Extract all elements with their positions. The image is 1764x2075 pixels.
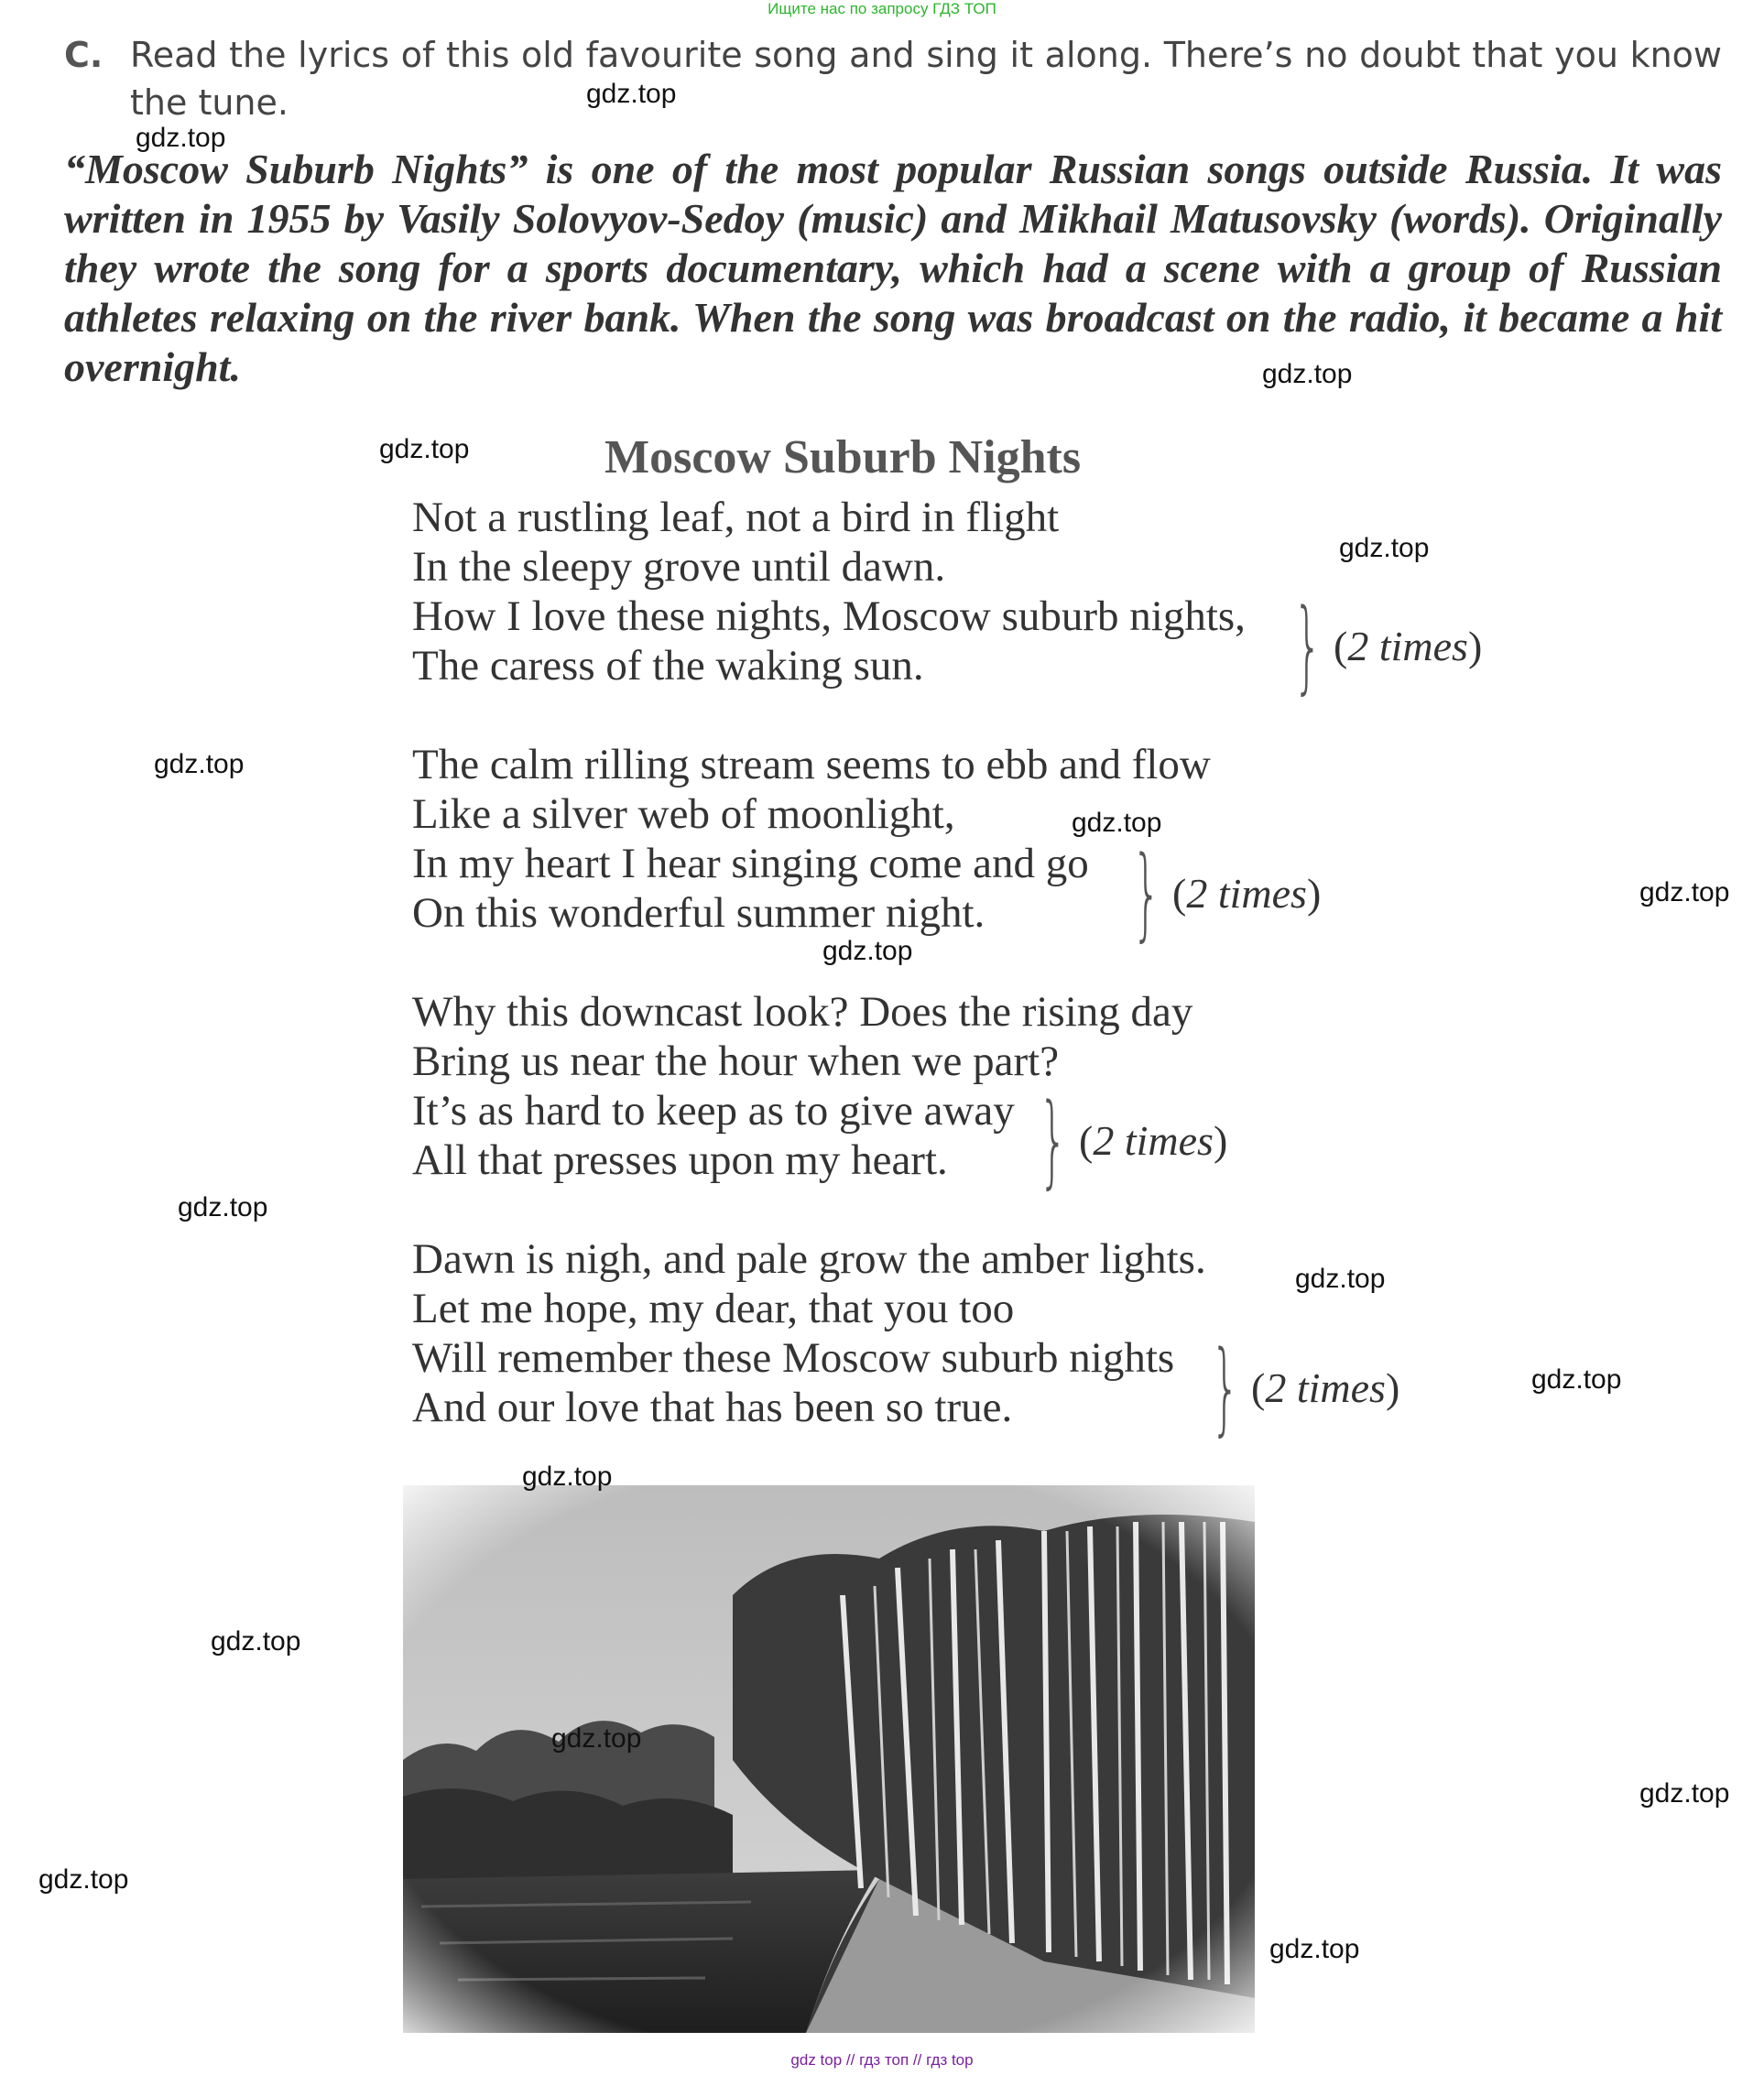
lyric-line: Like a silver web of moonlight,: [412, 790, 955, 838]
watermark: gdz.top: [586, 79, 677, 109]
lyric-line: And our love that has been so true.: [412, 1384, 1013, 1431]
repeat-marker-1: [1293, 587, 1483, 704]
river-birch-photo: [403, 1485, 1255, 2033]
top-banner[interactable]: Ищите нас по запросу ГДЗ ТОП: [768, 0, 996, 17]
watermark: gdz.top: [822, 936, 913, 966]
repeat-label: (2 times): [1251, 1363, 1400, 1411]
watermark: gdz.top: [211, 1626, 301, 1657]
brace-icon: }: [1293, 587, 1323, 704]
repeat-label: (2 times): [1079, 1116, 1228, 1164]
watermark: gdz.top: [1072, 808, 1162, 838]
watermark: gdz.top: [522, 1461, 613, 1492]
watermark: gdz.top: [136, 123, 226, 153]
footer-links[interactable]: gdz top // гдз топ // гдз top: [790, 2051, 974, 2069]
lyric-line: Why this downcast look? Does the rising day: [412, 988, 1193, 1036]
watermark: gdz.top: [38, 1864, 129, 1895]
stanza-4: [412, 1234, 1206, 1432]
watermark: gdz.top: [1295, 1264, 1386, 1294]
brace-icon: }: [1132, 834, 1161, 951]
lyric-line: Not a rustling leaf, not a bird in flight: [412, 494, 1060, 541]
lyric-line: The calm rilling stream seems to ebb and flow: [412, 741, 1211, 788]
brace-icon: }: [1039, 1081, 1068, 1199]
lyric-line: Bring us near the hour when we part?: [412, 1038, 1060, 1085]
watermark: gdz.top: [379, 434, 470, 464]
repeat-marker-3: [1039, 1081, 1228, 1199]
watermark: gdz.top: [178, 1192, 268, 1222]
lyric-line: In the sleepy grove until dawn.: [412, 543, 946, 591]
intro-paragraph: “Moscow Suburb Nights” is one of the most popular Russian songs outside Russia. It was written in 1955 by Vasily Solovyov-Sedoy (music) and Mikhail Matusovsky (words). Originally they wrote the song for a sports documentary, which had a scene with a group of Russian athletes relaxing on the river bank. When the song was broadcast on the radio, it became a hit overnight.: [64, 146, 1722, 390]
watermark: gdz.top: [154, 749, 245, 779]
repeat-marker-4: [1211, 1329, 1400, 1446]
watermark: gdz.top: [1639, 1778, 1730, 1809]
task-instruction: [64, 31, 1722, 126]
brace-icon: }: [1211, 1329, 1240, 1446]
lyric-line: The caress of the waking sun.: [412, 642, 924, 690]
repeat-label: (2 times): [1172, 869, 1322, 917]
lyric-line: Let me hope, my dear, that you too: [412, 1285, 1015, 1332]
lyric-line: In my heart I hear singing come and go: [412, 840, 1089, 887]
repeat-label: (2 times): [1334, 622, 1483, 669]
watermark: gdz.top: [551, 1723, 642, 1754]
task-text: Read the lyrics of this old favourite song and sing it along. There’s no doubt that you know the tune.: [130, 35, 1722, 123]
lyric-line: Will remember these Moscow suburb nights: [412, 1334, 1175, 1382]
watermark: gdz.top: [1531, 1364, 1622, 1395]
watermark: gdz.top: [1639, 877, 1730, 907]
lyric-line: Dawn is nigh, and pale grow the amber lights.: [412, 1235, 1206, 1283]
stanza-1: [412, 493, 1246, 690]
lyric-line: How I love these nights, Moscow suburb nights,: [412, 592, 1246, 640]
task-letter: C.: [64, 35, 103, 75]
watermark: gdz.top: [1262, 359, 1353, 389]
stanza-2: [412, 740, 1211, 938]
lyric-line: It’s as hard to keep as to give away: [412, 1087, 1015, 1135]
lyric-line: On this wonderful summer night.: [412, 889, 985, 937]
lyric-line: All that presses upon my heart.: [412, 1136, 948, 1184]
song-title: Moscow Suburb Nights: [604, 431, 1082, 483]
watermark: gdz.top: [1269, 1934, 1360, 1964]
watermark: gdz.top: [1339, 533, 1430, 563]
repeat-marker-2: [1132, 834, 1322, 951]
